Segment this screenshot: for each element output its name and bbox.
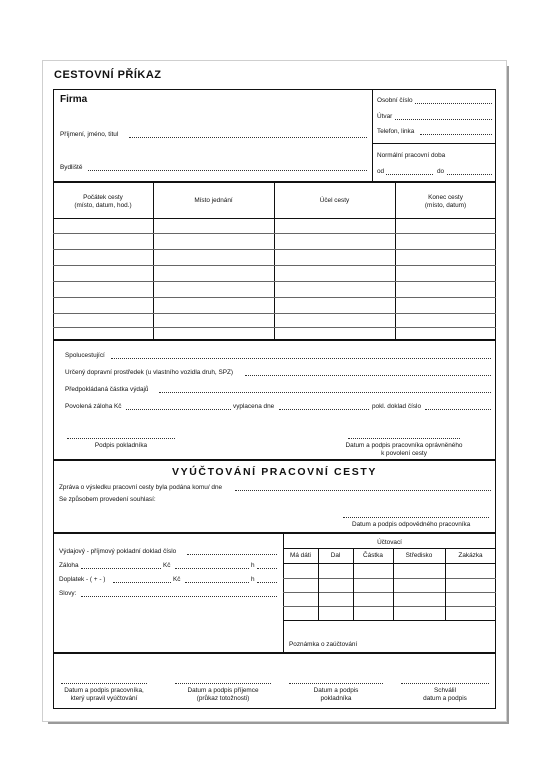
od-field[interactable]	[386, 174, 433, 175]
telefon-label: Telefon, linka	[377, 128, 415, 135]
trip-header-place: Místo jednání	[194, 197, 233, 204]
signature-label-1: Datum a podpis pracovníka,	[64, 687, 144, 694]
podpis-pokladnika-line[interactable]	[67, 438, 175, 439]
zprava-field[interactable]	[235, 490, 491, 491]
do-label: do	[437, 168, 445, 175]
accounting-header-castka: Částka	[363, 552, 383, 559]
trip-row-line	[53, 249, 496, 250]
travel-order-form	[42, 60, 507, 722]
signature-label-4-sub: datum a podpis	[423, 695, 467, 702]
trip-header-start: Počátek cesty	[83, 194, 123, 201]
zprava-label: Zpráva o výsledku pracovní cesty byla podána komu/ dne	[59, 484, 223, 491]
accounting-title-line	[283, 548, 496, 549]
do-field[interactable]	[447, 174, 492, 175]
accounting-row-line	[283, 592, 496, 593]
vyuctovani-title: VYÚČTOVÁNÍ PRACOVNÍ CESTY	[172, 466, 377, 478]
accounting-header-zakazka: Zakázka	[458, 552, 483, 559]
signature-label-2: Datum a podpis příjemce	[187, 687, 259, 694]
opravneny-label-sub: k povolení cesty	[381, 450, 427, 457]
vyplacena-field[interactable]	[279, 409, 369, 410]
accounting-row-line	[283, 606, 496, 607]
prijmeni-field[interactable]	[129, 137, 367, 138]
doplatek-kc-field[interactable]	[113, 582, 171, 583]
vydajovy-field[interactable]	[187, 554, 277, 555]
opravneny-label: Datum a podpis pracovníka oprávněného	[345, 442, 463, 449]
trip-header-end: Konec cesty	[428, 194, 463, 201]
signature-label-4: Schválil	[433, 687, 457, 694]
accounting-title: Účtovací	[377, 539, 402, 546]
trip-row-line	[53, 233, 496, 234]
prostredek-field[interactable]	[245, 375, 491, 376]
firma-label: Firma	[60, 94, 88, 105]
doplatek-h: h	[251, 576, 255, 583]
zaloha2-label: Záloha	[59, 562, 79, 569]
prijmeni-label: Příjmení, jméno, titul	[60, 131, 119, 138]
accounting-row-line	[283, 578, 496, 579]
trip-header-start-sub: (místo, datum, hod.)	[74, 202, 132, 209]
zaloha2-kc-field[interactable]	[81, 568, 161, 569]
doplatek-h-field[interactable]	[185, 582, 249, 583]
trip-header-purpose: Účel cesty	[319, 197, 350, 204]
trip-row-line	[53, 327, 496, 328]
signature-line-4[interactable]	[401, 683, 489, 684]
zaloha-field[interactable]	[126, 409, 231, 410]
signature-line-1[interactable]	[61, 683, 147, 684]
vydajovy-label: Výdajový - příjmový pokladní doklad číslo	[59, 548, 177, 555]
accounting-header-ma-dati: Má dáti	[290, 552, 311, 559]
zaloha2-kc: Kč	[163, 562, 171, 569]
trip-header-line	[53, 218, 496, 219]
signature-label-1-sub: který upravil vyúčtování	[70, 695, 138, 702]
signature-line-2[interactable]	[175, 683, 271, 684]
odpovedny-line[interactable]	[343, 517, 489, 518]
opravneny-line[interactable]	[348, 438, 460, 439]
accounting-bottom-line	[283, 620, 496, 621]
trip-col-divider	[153, 182, 154, 340]
bydliste-field[interactable]	[88, 170, 367, 171]
signature-label-3-sub: pokladníka	[320, 695, 352, 702]
normalni-doba-label: Normální pracovní doba	[377, 152, 446, 159]
trip-header-end-sub: (místo, datum)	[424, 202, 467, 209]
poznamka-label: Poznámka o zaúčtování	[289, 641, 358, 648]
expenses-divider	[283, 533, 284, 653]
pokl-doklad-field[interactable]	[425, 409, 491, 410]
slovy-label: Slovy:	[59, 590, 77, 597]
castka-label: Předpokládaná částka výdajů	[65, 386, 149, 393]
accounting-header-line	[283, 563, 496, 564]
zaloha2-h-tail[interactable]	[257, 568, 277, 569]
slovy-field[interactable]	[81, 596, 277, 597]
osobni-cislo-label: Osobní číslo	[377, 97, 413, 104]
pokl-doklad-label: pokl. doklad číslo	[372, 403, 422, 410]
zaloha-label: Povolená záloha Kč	[65, 403, 122, 410]
trip-row-line	[53, 313, 496, 314]
doplatek-label: Doplatek - ( + - )	[59, 576, 106, 583]
doplatek-kc: Kč	[173, 576, 181, 583]
utvar-label: Útvar	[377, 113, 393, 120]
podpis-pokladnika-label: Podpis pokladníka	[94, 442, 148, 449]
trip-row-line	[53, 265, 496, 266]
spolucestujici-field[interactable]	[111, 358, 491, 359]
trip-row-line	[53, 281, 496, 282]
zaloha2-h-field[interactable]	[175, 568, 249, 569]
doplatek-h-tail[interactable]	[257, 582, 277, 583]
accounting-header-dal: Dal	[330, 552, 341, 559]
trip-row-line	[53, 297, 496, 298]
prostredek-label: Určený dopravní prostředek (u vlastního vozidla druh, SPZ)	[65, 369, 234, 376]
form-title: CESTOVNÍ PŘÍKAZ	[54, 69, 162, 81]
odpovedny-label: Datum a podpis odpovědného pracovníka	[352, 521, 471, 528]
od-label: od	[377, 168, 385, 175]
signature-label-2-sub: (průkaz totožnosti)	[196, 695, 250, 702]
signature-label-3: Datum a podpis	[313, 687, 359, 694]
signature-line-3[interactable]	[289, 683, 383, 684]
header-divider	[372, 89, 373, 182]
telefon-field[interactable]	[420, 134, 492, 135]
vyplacena-label: vyplacena dne	[233, 403, 275, 410]
trip-col-divider	[274, 182, 275, 340]
header-right-divider	[372, 143, 496, 144]
zaloha2-h: h	[251, 562, 255, 569]
bydliste-label: Bydliště	[60, 164, 83, 171]
souhlas-label: Se způsobem provedení souhlasí:	[59, 496, 156, 503]
spolucestujici-label: Spolucestující	[65, 352, 105, 359]
utvar-field[interactable]	[395, 119, 492, 120]
accounting-header-stredisko: Středisko	[405, 552, 433, 559]
osobni-cislo-field[interactable]	[415, 103, 492, 104]
castka-field[interactable]	[159, 392, 491, 393]
